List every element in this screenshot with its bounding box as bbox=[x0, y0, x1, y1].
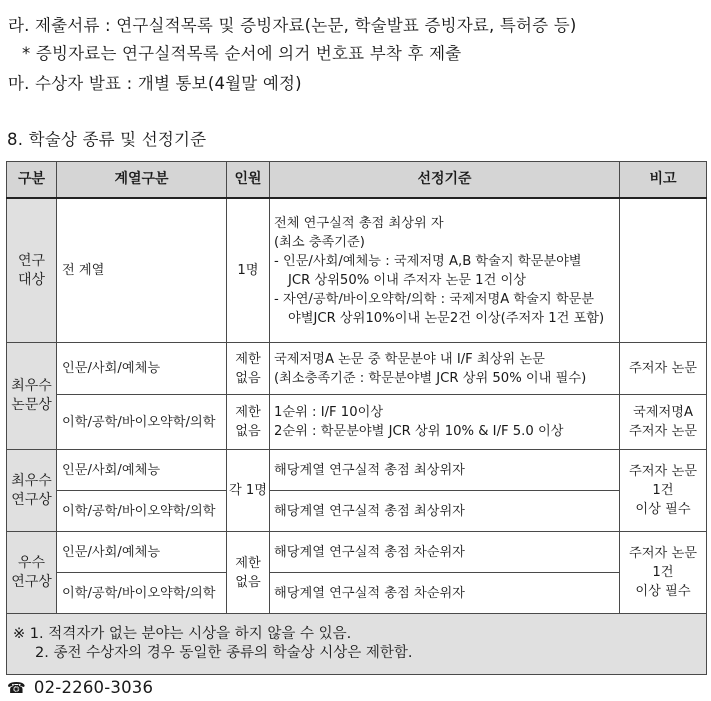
field-cell: 전 계열 bbox=[57, 198, 227, 343]
field-cell: 인문/사회/예체능 bbox=[57, 450, 227, 491]
footnote-cell: ※ 1. 적격자가 없는 분야는 시상을 하지 않을 수 있음. 2. 종전 수상자의 경우 동일한 종류의 학술상 시상은 제한함. bbox=[7, 614, 707, 675]
criteria-cell: 전체 연구실적 총점 최상위 자 (최소 충족기준) - 인문/사회/예체능 : 국제저명 A,B 학술지 학문분야별 JCR 상위50% 이내 주저자 논문 1건 이상 - 자연/공학/바이오약학/의학 : 국제저명A 학술지 학문분 야별JCR 상위10%이내 논문2건 이상(주저자 1건 포함) bbox=[270, 198, 620, 343]
criteria-cell: 해당계열 연구실적 총점 차순위자 bbox=[270, 573, 620, 614]
selection-criteria-table bbox=[6, 161, 707, 675]
intro-line-documents: 라. 제출서류 : 연구실적목록 및 증빙자료(논문, 학술발표 증빙자료, 특허증 등) bbox=[8, 16, 577, 35]
phone-number: 02-2260-3036 bbox=[33, 678, 154, 697]
count-cell: 1명 bbox=[227, 198, 270, 343]
count-cell: 제한 없음 bbox=[227, 343, 270, 395]
table-header-row bbox=[7, 162, 707, 199]
field-cell: 인문/사회/예체능 bbox=[57, 343, 227, 395]
count-cell: 각 1명 bbox=[227, 450, 270, 532]
table-row bbox=[7, 532, 707, 573]
table-row bbox=[7, 491, 707, 532]
field-cell: 이학/공학/바이오약학/의학 bbox=[57, 573, 227, 614]
footnote-row bbox=[7, 614, 707, 675]
note-cell: 국제저명A 주저자 논문 bbox=[620, 395, 707, 450]
criteria-cell: 해당계열 연구실적 총점 차순위자 bbox=[270, 532, 620, 573]
field-cell: 이학/공학/바이오약학/의학 bbox=[57, 491, 227, 532]
category-research-grand: 연구 대상 bbox=[7, 198, 57, 343]
criteria-cell: 1순위 : I/F 10이상 2순위 : 학문분야별 JCR 상위 10% & I/F 5.0 이상 bbox=[270, 395, 620, 450]
field-cell: 인문/사회/예체능 bbox=[57, 532, 227, 573]
note-cell: 주저자 논문 1건 이상 필수 bbox=[620, 532, 707, 614]
section-title: 8. 학술상 종류 및 선정기준 bbox=[7, 130, 207, 149]
header-criteria: 선정기준 bbox=[270, 162, 620, 199]
note-cell: 주저자 논문 1건 이상 필수 bbox=[620, 450, 707, 532]
table-row bbox=[7, 395, 707, 450]
criteria-cell: 국제저명A 논문 중 학문분야 내 I/F 최상위 논문 (최소충족기준 : 학문분야별 JCR 상위 50% 이내 필수) bbox=[270, 343, 620, 395]
category-best-paper: 최우수 논문상 bbox=[7, 343, 57, 450]
phone-icon: ☎ bbox=[7, 679, 26, 697]
header-category: 구분 bbox=[7, 162, 57, 199]
category-best-research: 최우수 연구상 bbox=[7, 450, 57, 532]
header-note: 비고 bbox=[620, 162, 707, 199]
table-row bbox=[7, 343, 707, 395]
field-cell: 이학/공학/바이오약학/의학 bbox=[57, 395, 227, 450]
contact-phone bbox=[7, 678, 153, 697]
count-cell: 제한 없음 bbox=[227, 532, 270, 614]
header-count: 인원 bbox=[227, 162, 270, 199]
header-field: 계열구분 bbox=[57, 162, 227, 199]
note-cell bbox=[620, 198, 707, 343]
table-row bbox=[7, 573, 707, 614]
intro-line-announcement: 마. 수상자 발표 : 개별 통보(4월말 예정) bbox=[8, 74, 302, 93]
intro-line-evidence-note: * 증빙자료는 연구실적목록 순서에 의거 번호표 부착 후 제출 bbox=[22, 44, 462, 63]
note-cell: 주저자 논문 bbox=[620, 343, 707, 395]
criteria-cell: 해당계열 연구실적 총점 최상위자 bbox=[270, 450, 620, 491]
criteria-cell: 해당계열 연구실적 총점 최상위자 bbox=[270, 491, 620, 532]
category-excellent-research: 우수 연구상 bbox=[7, 532, 57, 614]
table-row bbox=[7, 450, 707, 491]
count-cell: 제한 없음 bbox=[227, 395, 270, 450]
table-row bbox=[7, 198, 707, 343]
